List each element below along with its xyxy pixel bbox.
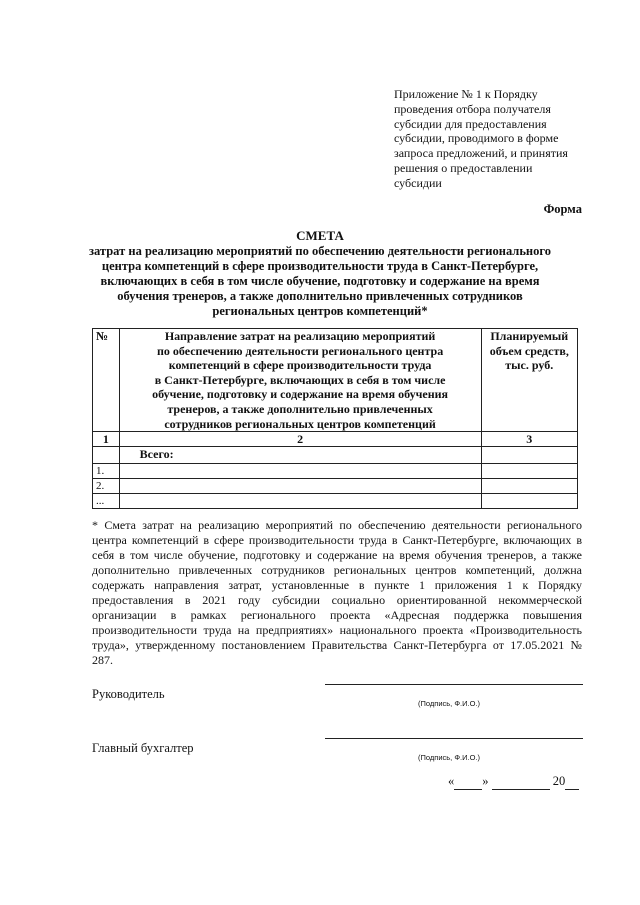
row-direction-cell bbox=[119, 479, 481, 494]
date-close-quote: » bbox=[482, 774, 489, 788]
row-direction-cell bbox=[119, 494, 481, 509]
row-number: 2. bbox=[93, 479, 120, 494]
table-row bbox=[93, 479, 578, 494]
title-line: центра компетенций в сфере производительности труда в Санкт-Петербурге, bbox=[101, 259, 539, 273]
row-number: ... bbox=[93, 494, 120, 509]
row-number: 1. bbox=[93, 464, 120, 479]
table-header-row bbox=[93, 329, 578, 432]
column-index-row bbox=[93, 432, 578, 447]
title-line: затрат на реализацию мероприятий по обеспечению деятельности регионального bbox=[88, 244, 552, 258]
title-line: включающих в себя в том числе обучение, подготовку и содержание на время bbox=[100, 274, 540, 288]
column-index: 1 bbox=[93, 432, 120, 447]
date-year-prefix: 20 bbox=[552, 774, 566, 788]
appendix-line: субсидии для предоставления bbox=[394, 116, 547, 131]
row-value-cell bbox=[481, 464, 577, 479]
footnote: * Смета затрат на реализацию мероприятий по обеспечению деятельности регионального центра компетенций в сфере производительности труда в Санкт-Петербурге, включающих в себя в том числе обучение, подготовку и содержание на время обучения тренеров, а также дополнительно привлеченных сотрудников региональных центров компетенций, должна содержать направления затрат, установленные в пункте 1 приложения 1 к Порядку предоставления в 2021 году субсидии социально ориентированной некоммерческой организации в рамках регионального проекта «Адресная поддержка повышения производительности труда на предприятиях» национального проекта «Производительность труда», утвержденному постановлением Правительства Санкт-Петербурга от 17.05.2021 № 287. bbox=[92, 518, 582, 667]
table-row bbox=[93, 494, 578, 509]
title-line: обучения тренеров, а также дополнительно привлеченных сотрудников bbox=[117, 289, 523, 303]
header-planned-line: объем средств, bbox=[489, 343, 569, 358]
title-line: региональных центров компетенций* bbox=[212, 304, 428, 318]
header-num: № bbox=[93, 329, 120, 432]
row-value-cell bbox=[481, 494, 577, 509]
appendix-line: субсидии, проводимого в форме bbox=[394, 131, 559, 146]
accountant-signature-line[interactable] bbox=[325, 738, 583, 739]
header-direction-line: по обеспечению деятельности регионального центра bbox=[156, 343, 444, 358]
header-direction-line: Направление затрат на реализацию мероприятий bbox=[164, 329, 436, 343]
header-planned-line: Планируемый bbox=[490, 329, 569, 343]
date-open-quote: « bbox=[448, 774, 455, 788]
total-label: Всего: bbox=[119, 447, 481, 464]
header-direction-line: в Санкт-Петербурге, включающих в себя в том числе bbox=[154, 372, 446, 387]
header-planned-line: тыс. руб. bbox=[505, 358, 554, 373]
estimate-table bbox=[92, 328, 578, 509]
head-signature-line[interactable] bbox=[325, 684, 583, 685]
column-index: 2 bbox=[119, 432, 481, 447]
appendix-line: запроса предложений, и принятия bbox=[394, 146, 568, 161]
head-signature-caption: (Подпись, Ф.И.О.) bbox=[418, 699, 481, 708]
date-day-blank[interactable] bbox=[454, 774, 482, 790]
appendix-line: Приложение № 1 к Порядку bbox=[394, 87, 538, 101]
header-direction bbox=[119, 329, 481, 432]
appendix-line: субсидии bbox=[394, 175, 442, 190]
row-direction-cell bbox=[119, 464, 481, 479]
row-value-cell bbox=[481, 479, 577, 494]
date-field bbox=[448, 774, 579, 790]
total-value-cell bbox=[481, 447, 577, 464]
column-index: 3 bbox=[481, 432, 577, 447]
head-signature-label: Руководитель bbox=[92, 687, 165, 701]
header-direction-line: сотрудников региональных центров компетенций bbox=[164, 416, 436, 431]
form-label: Форма bbox=[543, 202, 582, 216]
total-num-cell bbox=[93, 447, 120, 464]
document-title bbox=[85, 228, 555, 319]
title-main: СМЕТА bbox=[296, 228, 344, 243]
header-direction-line: компетенций в сфере производительности труда bbox=[168, 358, 432, 373]
header-direction-line: обучение, подготовку и содержание на время обучения bbox=[152, 387, 449, 402]
appendix-line: проведения отбора получателя bbox=[394, 101, 551, 116]
header-direction-line: тренеров, а также дополнительно привлеченных bbox=[167, 401, 433, 416]
date-year-blank[interactable] bbox=[565, 774, 579, 790]
accountant-signature-label: Главный бухгалтер bbox=[92, 741, 194, 755]
header-planned bbox=[481, 329, 577, 432]
accountant-signature-caption: (Подпись, Ф.И.О.) bbox=[418, 753, 481, 762]
date-month-blank[interactable] bbox=[492, 774, 550, 790]
table-row bbox=[93, 464, 578, 479]
appendix-line: решения о предоставлении bbox=[394, 160, 533, 175]
total-row bbox=[93, 447, 578, 464]
appendix-note bbox=[394, 87, 594, 191]
